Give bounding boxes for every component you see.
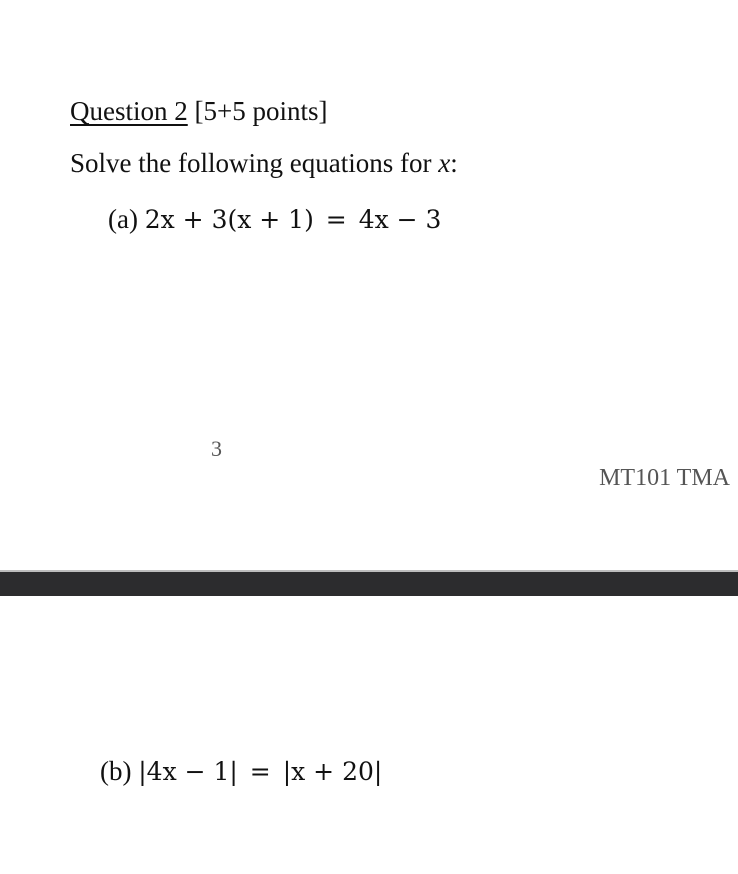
instruction-prefix: Solve the following equations for: [70, 148, 439, 178]
part-a-rhs: 4x − 3: [358, 205, 442, 234]
part-a-equals: =: [325, 205, 347, 234]
part-b-equals: =: [249, 757, 271, 786]
part-b-rhs: |x + 20|: [282, 757, 383, 786]
page-bottom: [0, 596, 738, 874]
part-a-label: (a): [108, 204, 138, 234]
part-b-label: (b): [100, 756, 132, 786]
part-b-lhs: |4x − 1|: [138, 757, 238, 786]
part-a-lhs: 2x + 3(x + 1): [144, 205, 314, 234]
question-points: [5+5 points]: [194, 96, 328, 126]
part-a: [108, 204, 441, 235]
instruction: [70, 148, 458, 179]
page-number: 3: [211, 436, 222, 461]
instruction-suffix: :: [450, 148, 458, 178]
question-heading: [70, 96, 327, 127]
instruction-variable: x: [438, 148, 451, 178]
part-b-equation: [138, 757, 382, 786]
part-a-equation: [145, 205, 442, 234]
part-b: [100, 756, 382, 787]
question-title: Question 2: [70, 96, 188, 126]
page-divider: [0, 570, 738, 596]
page-footer: MT101 TMA: [599, 465, 730, 491]
